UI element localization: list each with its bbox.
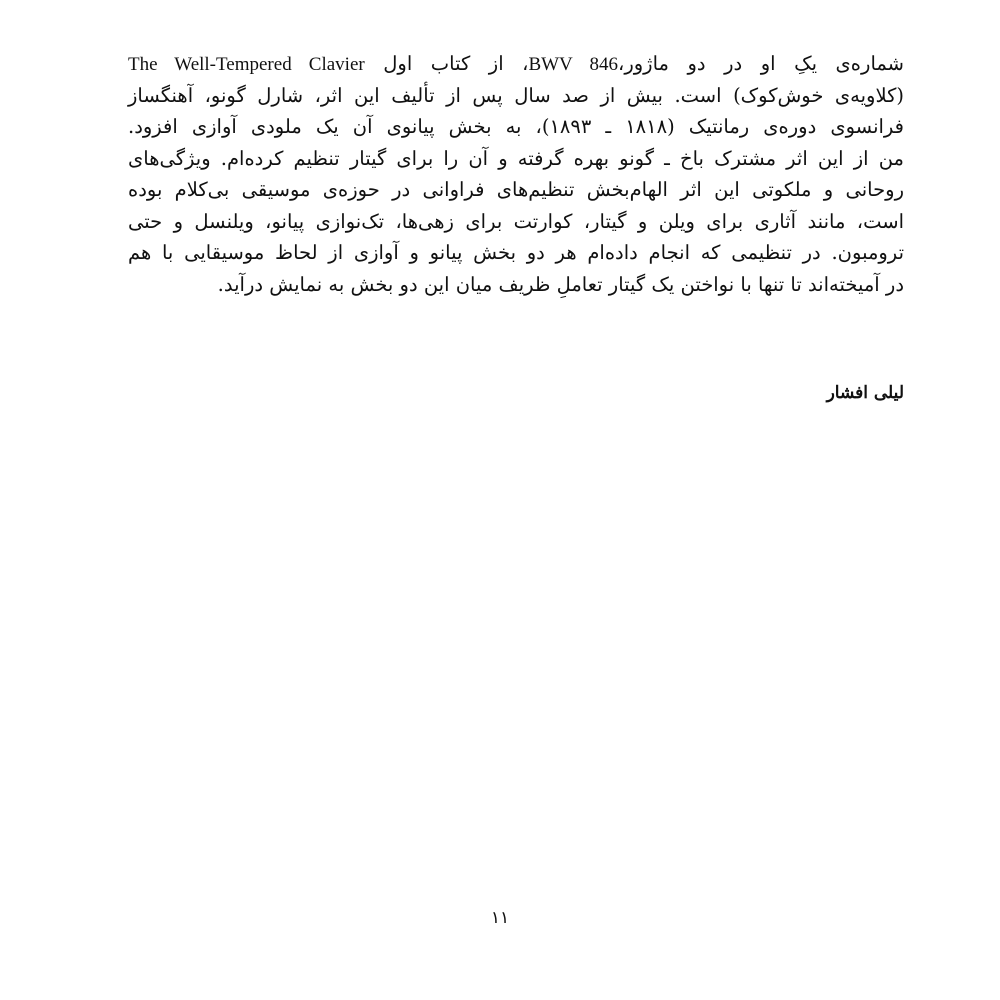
body-paragraph — [128, 48, 904, 300]
paragraph-line-7: ترومبون. در تنظیمی که انجام داده‌ام هر دو بخش پیانو و آوازی از لحاظ موسیقایی با هم — [128, 241, 904, 264]
paragraph-line-6: است، مانند آثاری برای ویلن و گیتار، کوارتت برای زهی‌ها، تک‌نوازی پیانو، ویلنسل و حتی — [128, 209, 904, 233]
paragraph-line-2: (کلاویه‌ی خوش‌کوک) است. بیش از صد سال پس از تألیف این اثر، شارل گونو، آهنگساز — [128, 83, 904, 107]
line-1-persian-start: شماره‌ی یکِ او در دو ماژور، — [618, 52, 904, 75]
line-1-catalog-number: BWV 846 — [528, 54, 619, 75]
line-1-work-title: The Well-Tempered Clavier — [128, 54, 365, 75]
paragraph-line-8: در آمیخته‌اند تا تنها با نواختن یک گیتار تعاملِ ظریف میان این دو بخش به نمایش درآید. — [217, 272, 904, 296]
page-number: ۱۱ — [490, 908, 510, 928]
paragraph-line-1 — [128, 48, 904, 80]
author-signature: لیلی افشار — [826, 383, 904, 403]
paragraph-line-4: من از این اثر مشترک باخ ـ گونو بهره گرفته و آن را برای گیتار تنظیم کرده‌ام. ویژگی‌های — [128, 146, 904, 170]
line-1-persian-middle: ، از کتاب اول — [383, 52, 529, 75]
paragraph-line-5: روحانی و ملکوتی این اثر الهام‌بخش تنظیم‌های فراوانی در حوزه‌ی موسیقی بی‌کلام بوده — [128, 178, 904, 201]
paragraph-line-3: فرانسوی دوره‌ی رمانتیک (۱۸۱۸ ـ ۱۸۹۳)، به بخش پیانوی آن یک ملودی آوازی افزود. — [128, 115, 904, 138]
